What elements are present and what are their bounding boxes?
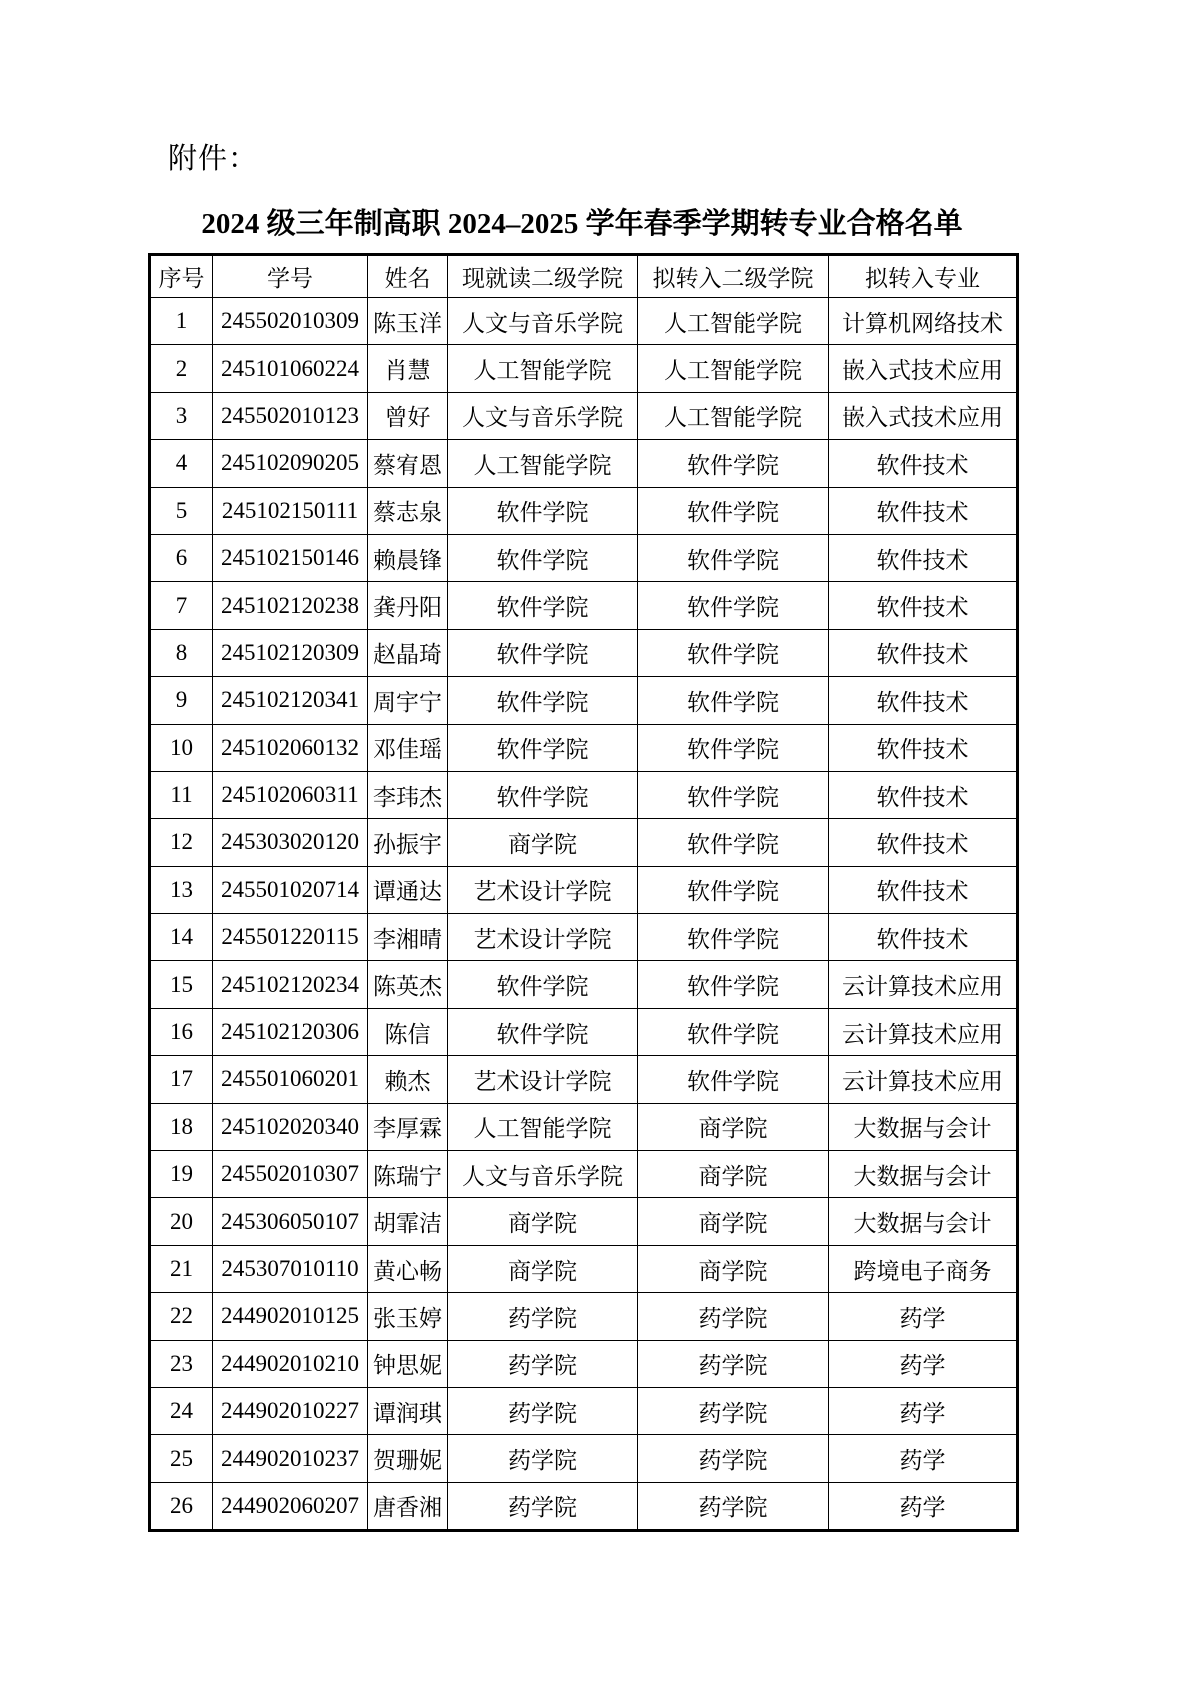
table-cell: 2: [150, 345, 213, 392]
table-cell: 跨境电子商务: [829, 1245, 1018, 1292]
table-cell: 黄心畅: [368, 1245, 448, 1292]
table-cell: 245102060132: [213, 724, 368, 771]
table-cell: 周宇宁: [368, 677, 448, 724]
table-cell: 陈玉洋: [368, 298, 448, 345]
column-header: 拟转入专业: [829, 255, 1018, 298]
table-cell: 15: [150, 961, 213, 1008]
table-cell: 药学: [829, 1293, 1018, 1340]
table-cell: 大数据与会计: [829, 1198, 1018, 1245]
table-cell: 商学院: [638, 1103, 829, 1150]
header-row: [150, 255, 1018, 298]
table-cell: 软件学院: [638, 677, 829, 724]
table-cell: 244902010125: [213, 1293, 368, 1340]
table-cell: 245502010309: [213, 298, 368, 345]
table-cell: 人工智能学院: [448, 1103, 638, 1150]
table-cell: 肖慧: [368, 345, 448, 392]
table-row: [150, 1151, 1018, 1198]
table-row: [150, 771, 1018, 818]
table-cell: 16: [150, 1008, 213, 1055]
table-cell: 商学院: [638, 1198, 829, 1245]
table-row: [150, 866, 1018, 913]
table-cell: 19: [150, 1151, 213, 1198]
table-cell: 软件学院: [638, 961, 829, 1008]
table-cell: 软件学院: [448, 487, 638, 534]
table-cell: 245102120238: [213, 582, 368, 629]
table-cell: 软件学院: [638, 582, 829, 629]
table-cell: 软件学院: [448, 961, 638, 1008]
table-cell: 谭润琪: [368, 1387, 448, 1434]
table-cell: 药学: [829, 1340, 1018, 1387]
table-cell: 蔡宥恩: [368, 440, 448, 487]
table-cell: 13: [150, 866, 213, 913]
table-row: [150, 1008, 1018, 1055]
table-cell: 245306050107: [213, 1198, 368, 1245]
table-cell: 邓佳瑶: [368, 724, 448, 771]
table-cell: 计算机网络技术: [829, 298, 1018, 345]
table-cell: 244902010210: [213, 1340, 368, 1387]
table-cell: 软件技术: [829, 440, 1018, 487]
table-cell: 药学院: [448, 1293, 638, 1340]
table-row: [150, 1435, 1018, 1482]
table-cell: 药学院: [448, 1387, 638, 1434]
table-row: [150, 629, 1018, 676]
table-cell: 李厚霖: [368, 1103, 448, 1150]
table-cell: 人文与音乐学院: [448, 1151, 638, 1198]
table-cell: 8: [150, 629, 213, 676]
table-cell: 软件学院: [448, 724, 638, 771]
table-cell: 软件学院: [638, 1056, 829, 1103]
transfer-roster-table: [148, 253, 1019, 1532]
table-cell: 24: [150, 1387, 213, 1434]
table-cell: 商学院: [638, 1245, 829, 1292]
table-body: [150, 298, 1018, 1531]
column-header: 现就读二级学院: [448, 255, 638, 298]
table-row: [150, 440, 1018, 487]
table-cell: 7: [150, 582, 213, 629]
table-cell: 软件学院: [638, 1008, 829, 1055]
table-row: [150, 819, 1018, 866]
column-header: 拟转入二级学院: [638, 255, 829, 298]
page-title: 2024 级三年制高职 2024–2025 学年春季学期转专业合格名单: [201, 208, 963, 240]
table-cell: 商学院: [448, 1245, 638, 1292]
attachment-label: 附件：: [168, 143, 259, 175]
table-cell: 人文与音乐学院: [448, 392, 638, 439]
table-cell: 赵晶琦: [368, 629, 448, 676]
column-header: 学号: [213, 255, 368, 298]
table-cell: 软件学院: [638, 819, 829, 866]
table-cell: 人工智能学院: [638, 345, 829, 392]
table-cell: 药学: [829, 1435, 1018, 1482]
table-cell: 软件学院: [638, 534, 829, 581]
table-cell: 药学院: [638, 1340, 829, 1387]
table-cell: 软件学院: [448, 629, 638, 676]
table-cell: 李湘晴: [368, 914, 448, 961]
table-cell: 云计算技术应用: [829, 1008, 1018, 1055]
table-cell: 21: [150, 1245, 213, 1292]
table-cell: 245102150146: [213, 534, 368, 581]
table-cell: 药学院: [638, 1387, 829, 1434]
table-cell: 244902010227: [213, 1387, 368, 1434]
table-cell: 软件技术: [829, 534, 1018, 581]
table-cell: 曾好: [368, 392, 448, 439]
table-cell: 商学院: [448, 819, 638, 866]
table-cell: 软件技术: [829, 914, 1018, 961]
table-cell: 6: [150, 534, 213, 581]
table-cell: 嵌入式技术应用: [829, 345, 1018, 392]
table-cell: 软件技术: [829, 724, 1018, 771]
table-cell: 245502010123: [213, 392, 368, 439]
table-cell: 人工智能学院: [638, 298, 829, 345]
table-cell: 软件技术: [829, 487, 1018, 534]
table-cell: 药学院: [448, 1482, 638, 1530]
table-cell: 孙振宇: [368, 819, 448, 866]
table-row: [150, 1245, 1018, 1292]
table-cell: 商学院: [638, 1151, 829, 1198]
table-cell: 10: [150, 724, 213, 771]
table-cell: 1: [150, 298, 213, 345]
column-header: 姓名: [368, 255, 448, 298]
table-cell: 软件学院: [638, 866, 829, 913]
table-cell: 胡霏洁: [368, 1198, 448, 1245]
table-cell: 嵌入式技术应用: [829, 392, 1018, 439]
table-cell: 龚丹阳: [368, 582, 448, 629]
table-cell: 11: [150, 771, 213, 818]
table-cell: 软件学院: [638, 629, 829, 676]
table-cell: 245303020120: [213, 819, 368, 866]
table-cell: 软件技术: [829, 629, 1018, 676]
table-cell: 商学院: [448, 1198, 638, 1245]
table-cell: 245102090205: [213, 440, 368, 487]
table-cell: 人工智能学院: [638, 392, 829, 439]
table-cell: 26: [150, 1482, 213, 1530]
table-cell: 3: [150, 392, 213, 439]
table-cell: 云计算技术应用: [829, 961, 1018, 1008]
table-cell: 245307010110: [213, 1245, 368, 1292]
table-cell: 人工智能学院: [448, 440, 638, 487]
table-cell: 赖晨锋: [368, 534, 448, 581]
table-cell: 245501020714: [213, 866, 368, 913]
table-cell: 药学院: [448, 1340, 638, 1387]
table-cell: 钟思妮: [368, 1340, 448, 1387]
table-cell: 大数据与会计: [829, 1151, 1018, 1198]
table-cell: 245501220115: [213, 914, 368, 961]
table-cell: 244902010237: [213, 1435, 368, 1482]
table-cell: 药学: [829, 1482, 1018, 1530]
table-cell: 药学院: [638, 1482, 829, 1530]
table-cell: 4: [150, 440, 213, 487]
table-cell: 软件学院: [448, 534, 638, 581]
table-cell: 艺术设计学院: [448, 914, 638, 961]
table-cell: 药学院: [448, 1435, 638, 1482]
table-cell: 软件技术: [829, 582, 1018, 629]
table-cell: 17: [150, 1056, 213, 1103]
table-cell: 软件学院: [638, 914, 829, 961]
table-row: [150, 1198, 1018, 1245]
table-row: [150, 914, 1018, 961]
table-cell: 软件技术: [829, 819, 1018, 866]
table-cell: 9: [150, 677, 213, 724]
table-cell: 软件学院: [448, 1008, 638, 1055]
table-row: [150, 1103, 1018, 1150]
table-cell: 唐香湘: [368, 1482, 448, 1530]
table-row: [150, 534, 1018, 581]
table-row: [150, 677, 1018, 724]
table-row: [150, 1056, 1018, 1103]
table-cell: 245102150111: [213, 487, 368, 534]
table-cell: 人文与音乐学院: [448, 298, 638, 345]
table-cell: 软件技术: [829, 866, 1018, 913]
table-cell: 245102120306: [213, 1008, 368, 1055]
table-cell: 赖杰: [368, 1056, 448, 1103]
table-cell: 245102020340: [213, 1103, 368, 1150]
table-cell: 软件学院: [638, 440, 829, 487]
table-row: [150, 392, 1018, 439]
column-header: 序号: [150, 255, 213, 298]
table-cell: 软件技术: [829, 677, 1018, 724]
table-cell: 25: [150, 1435, 213, 1482]
table-cell: 李玮杰: [368, 771, 448, 818]
table-cell: 艺术设计学院: [448, 866, 638, 913]
table-row: [150, 724, 1018, 771]
table-cell: 软件学院: [448, 677, 638, 724]
table-row: [150, 487, 1018, 534]
table-cell: 软件学院: [448, 582, 638, 629]
table-row: [150, 1482, 1018, 1530]
table-row: [150, 345, 1018, 392]
table-cell: 陈瑞宁: [368, 1151, 448, 1198]
table-cell: 陈英杰: [368, 961, 448, 1008]
table-cell: 药学: [829, 1387, 1018, 1434]
table-cell: 谭通达: [368, 866, 448, 913]
table-cell: 20: [150, 1198, 213, 1245]
table-cell: 云计算技术应用: [829, 1056, 1018, 1103]
table-cell: 软件学院: [638, 724, 829, 771]
table-cell: 软件学院: [448, 771, 638, 818]
table-cell: 244902060207: [213, 1482, 368, 1530]
table-cell: 软件技术: [829, 771, 1018, 818]
table-cell: 245102060311: [213, 771, 368, 818]
table-cell: 人工智能学院: [448, 345, 638, 392]
table-cell: 大数据与会计: [829, 1103, 1018, 1150]
table-cell: 艺术设计学院: [448, 1056, 638, 1103]
table-cell: 软件学院: [638, 487, 829, 534]
table-cell: 张玉婷: [368, 1293, 448, 1340]
table-cell: 245101060224: [213, 345, 368, 392]
table-cell: 245102120341: [213, 677, 368, 724]
table-cell: 12: [150, 819, 213, 866]
table-cell: 245502010307: [213, 1151, 368, 1198]
table-cell: 14: [150, 914, 213, 961]
table-row: [150, 1340, 1018, 1387]
table-cell: 22: [150, 1293, 213, 1340]
table-cell: 软件学院: [638, 771, 829, 818]
table-cell: 245102120309: [213, 629, 368, 676]
table-cell: 贺珊妮: [368, 1435, 448, 1482]
table-cell: 18: [150, 1103, 213, 1150]
table-row: [150, 582, 1018, 629]
table-row: [150, 1293, 1018, 1340]
table-row: [150, 961, 1018, 1008]
table-cell: 5: [150, 487, 213, 534]
table-row: [150, 1387, 1018, 1434]
table-row: [150, 298, 1018, 345]
table-cell: 23: [150, 1340, 213, 1387]
table-cell: 药学院: [638, 1435, 829, 1482]
table-cell: 蔡志泉: [368, 487, 448, 534]
table-cell: 245102120234: [213, 961, 368, 1008]
table-cell: 药学院: [638, 1293, 829, 1340]
table-cell: 245501060201: [213, 1056, 368, 1103]
table-cell: 陈信: [368, 1008, 448, 1055]
